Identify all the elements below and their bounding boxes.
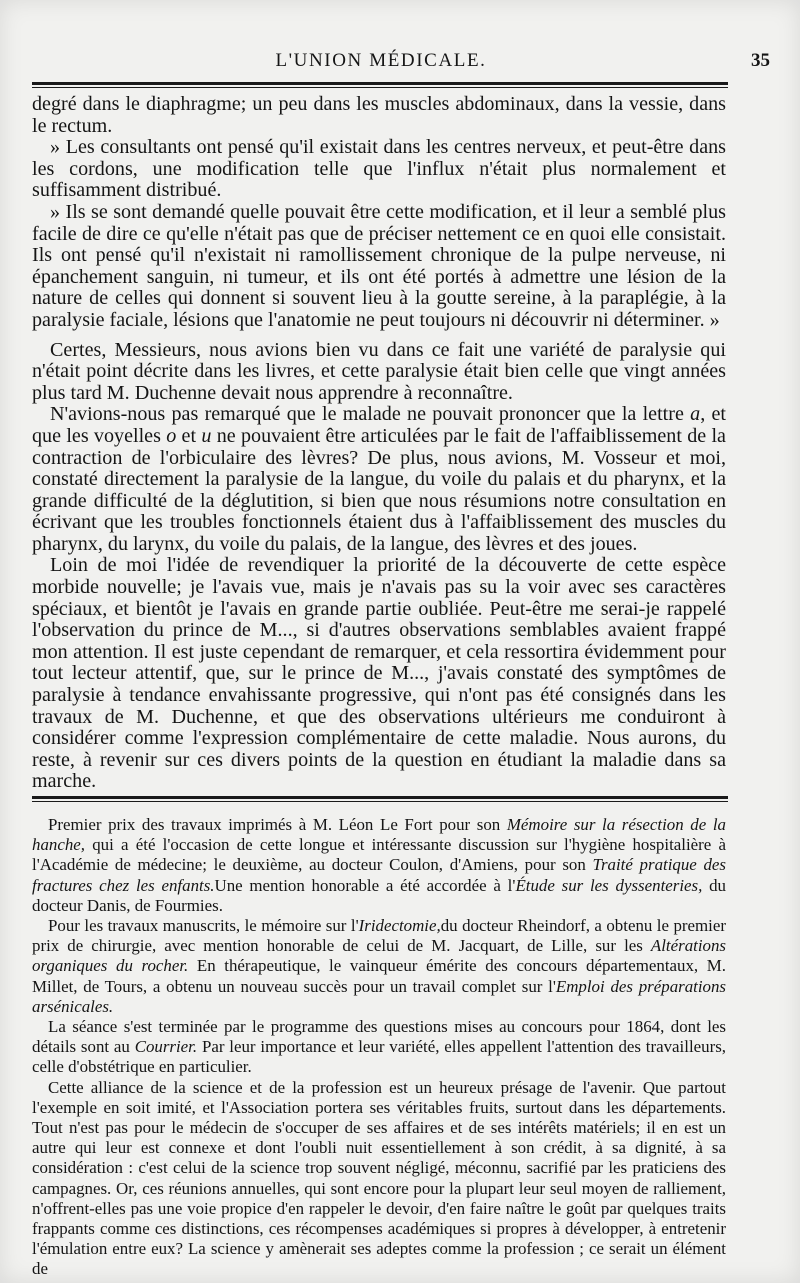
header-rule [32, 82, 728, 85]
feuilleton-separator [32, 796, 728, 799]
feuilleton-separator-thin [32, 801, 728, 802]
paragraph-1: degré dans le diaphragme; un peu dans les muscles abdominaux, dans la vessie, dans le rectum. [32, 93, 726, 137]
paragraph-5: N'avions-nous pas remarqué que le malade ne pouvait prononcer que la lettre a, et que les voyelles o et u ne pouvaient être articulées par le fait de l'affaiblissement de la contraction de l'orbiculaire des lèvres? De plus, nous avions, M. Vosseur et moi, constaté directement la paralysie de la langue, du voile du palais et du pharynx, et la grande difficulté de la déglutition, si bien que nous résumions notre consultation en écrivant que les troubles fonctionnels étaient dus à l'affaiblissement des muscles du pharynx, du larynx, du voile du palais, de la langue, des lèvres et des joues. [32, 403, 726, 555]
feuilleton-paragraph-3: La séance s'est terminée par le programme des questions mises au concours pour 1864, dont les détails sont au Courrier. Par leur importance et leur variété, elles appellent l'attention des travailleurs, celle d'obstétrique en particulier. [32, 1017, 726, 1077]
feuilleton-paragraph-1: Premier prix des travaux imprimés à M. Léon Le Fort pour son Mémoire sur la résection de la hanche, qui a été l'occasion de cette longue et intéressante discussion sur l'hygiène hospitalière à l'Académie de médecine; le deuxième, au docteur Coulon, d'Amiens, pour son Traité pratique des fractures chez les enfants.Une mention honorable a été accordée à l'Étude sur les dyssenteries, du docteur Danis, de Fourmies. [32, 815, 727, 915]
feuilleton-paragraph-4: Cette alliance de la science et de la profession est un heureux présage de l'avenir. Que partout l'exemple en soit imité, et l'Association portera ses véritables fruits, surtout dans les départements. Tout n'est pas pour le médecin de s'occuper de ses affaires et de ses intérêts matériels; il en est un autre qui leur est connexe et dont l'oubli nuit essentiellement à son crédit, à sa dignité, à sa considération : c'est celui de la science trop souvent négligé, méconnu, sacrifié par les praticiens des campagnes. Or, ces réunions annuelles, qui sont encore pour la plupart leur seul moyen de ralliement, n'offrent-elles pas une voie propice d'en rappeler le devoir, d'en faire naître le goût par quelques traits frappants comme ces distinctions, ces récompenses académiques si propres à développer, à entretenir l'émulation entre eux? La science y amènerait ses adeptes comme la profession ; ce serait un élément de [32, 1077, 726, 1279]
journal-title: L'UNION MÉDICALE. [275, 50, 487, 71]
main-article-text [32, 94, 726, 793]
paragraph-2: » Les consultants ont pensé qu'il existait dans les centres nerveux, et peut-être dans les cordons, une modification telle que l'influx n'était plus normalement et suffisamment distribué. [32, 136, 726, 202]
running-header [32, 50, 770, 78]
paragraph-6: Loin de moi l'idée de revendiquer la priorité de la découverte de cette espèce morbide nouvelle; je l'avais vue, mais je n'avais pas su la voir avec ses caractères spéciaux, et bientôt je l'avais en grande partie oubliée. Peut-être me serai-je rappelé l'observation du prince de M..., si d'autres observations semblables avaient frappé mon attention. Il est juste cependant de remarquer, et cela ressortira évidemment pour tout lecteur attentif, que, sur le prince de M..., j'avais constaté des symptômes de paralysie à tendance envahissante progressive, qui n'ont pas été consignés dans les travaux de M. Duchenne, et que des observations ultérieurs me conduiront à considérer comme l'expression complémentaire de cette maladie. Nous aurons, du reste, à revenir sur ces divers points de la question en étudiant la maladie dans sa marche. [32, 554, 726, 793]
header-rule-thin [32, 87, 728, 88]
paragraph-4: Certes, Messieurs, nous avions bien vu dans ce fait une variété de paralysie qui n'était point décrite dans les livres, et cette paralysie était bien celle que vingt années plus tard M. Duchenne devait nous apprendre à reconnaître. [32, 338, 726, 404]
feuilleton-paragraph-2: Pour les travaux manuscrits, le mémoire sur l'Iridectomie,du docteur Rheindorf, a obtenu le premier prix de chirurgie, avec mention honorable de celui de M. Jacquart, de Lille, sur les Altérations organiques du rocher. En thérapeutique, le vainqueur émérite des concours départementaux, M. Millet, de Tours, a obtenu un nouveau succès pour un travail complet sur l'Emploi des préparations arsénicales. [32, 916, 727, 1016]
paragraph-3: » Ils se sont demandé quelle pouvait être cette modification, et il leur a semblé plus facile de dire ce qu'elle n'était pas que de préciser nettement ce en quoi elle consistait. Ils ont pensé qu'il n'existait ni ramollissement chronique de la pulpe nerveuse, ni épanchement sanguin, ni tumeur, et ils ont été portés à admettre une lésion de la nature de celles qui donnent si souvent lieu à la goutte sereine, à la paraplégie, à la paralysie faciale, lésions que l'anatomie ne peut toujours ni découvrir ni déterminer. » [32, 200, 726, 331]
feuilleton-text [32, 815, 726, 1280]
page-number: 35 [751, 50, 770, 71]
